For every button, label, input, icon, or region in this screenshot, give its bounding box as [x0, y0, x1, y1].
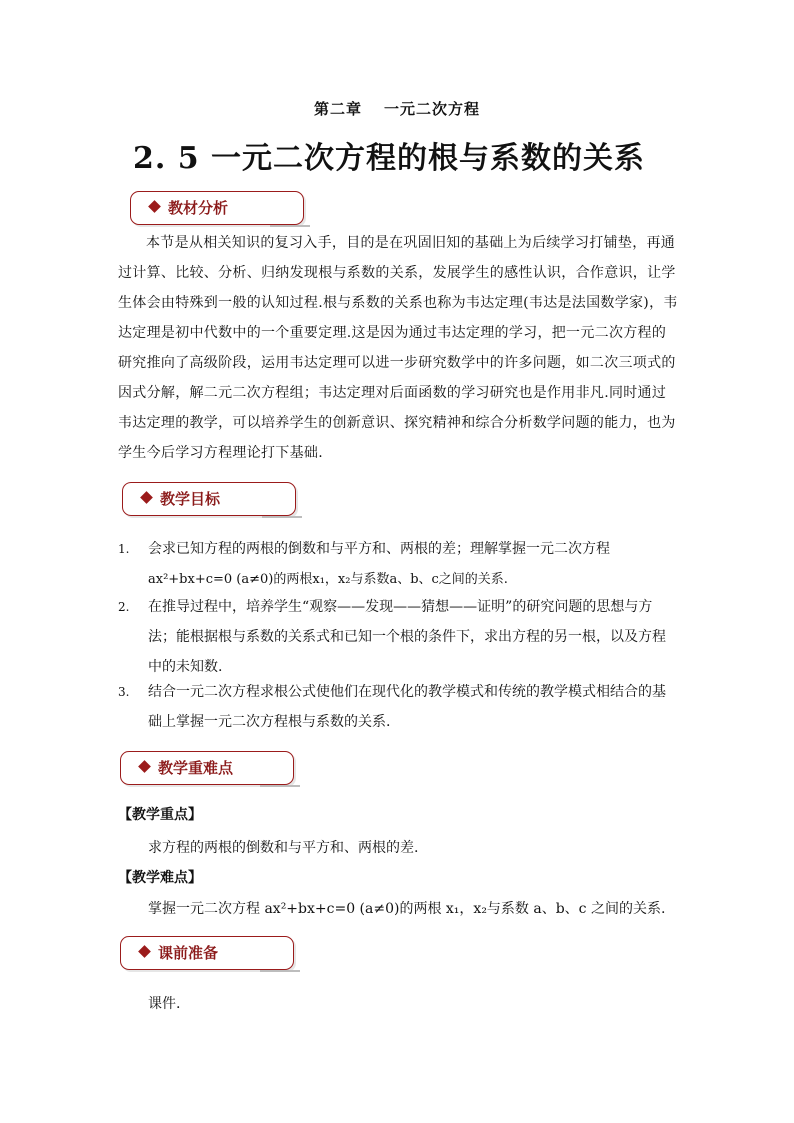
section-goals-label: 教学目标 [160, 490, 221, 508]
section-analysis-label: 教材分析 [168, 199, 229, 217]
lesson-title-text: 一元二次方程的根与系数的关系 [211, 141, 645, 176]
difficult-point-text: 掌握一元二次方程 ax²+bx+c=0 (a≠0)的两根 x₁，x₂与系数 a、b、c 之间的关系. [148, 901, 666, 917]
lesson-number: 2. 5 [133, 141, 200, 176]
difficult-point-label: 【教学难点】 [118, 870, 202, 886]
prep-text: 课件. [148, 996, 181, 1012]
key-point-text: 求方程的两根的倒数和与平方和、两根的差. [148, 840, 419, 856]
chapter-heading [0, 98, 794, 119]
section-keypoints [120, 751, 300, 787]
chapter-name: 一元二次方程 [384, 100, 481, 118]
section-prep-label: 课前准备 [158, 944, 219, 962]
chapter-number: 第二章 [313, 100, 362, 118]
section-goals [122, 482, 302, 518]
section-prep [120, 936, 300, 972]
analysis-paragraph: 本节是从相关知识的复习入手，目的是在巩固旧知的基础上为后续学习打铺垫，再通过计算、比较、分析、归纳发现根与系数的关系，发展学生的感性认识，合作意识，让学生体会由特殊到一般的认知过程.根与系数的关系也称为韦达定理(韦达是法国数学家)，韦达定理是初中代数中的一个重要定理.这是因为通过韦达定理的学习，把一元二次方程的研究推向了高级阶段，运用韦达定理可以进一步研究数学中的许多问题，如二次三项式的因式分解，解二元二次方程组；韦达定理对后面函数的学习研究也是作用非凡.同时通过韦达定理的教学，可以培养学生的创新意识、探究精神和综合分析数学问题的能力，也为学生今后学习方程理论打下基础. [118, 235, 678, 461]
lesson-title [133, 133, 645, 177]
section-analysis [130, 191, 310, 227]
section-keypoints-label: 教学重难点 [158, 759, 234, 777]
key-point-label: 【教学重点】 [118, 807, 202, 823]
